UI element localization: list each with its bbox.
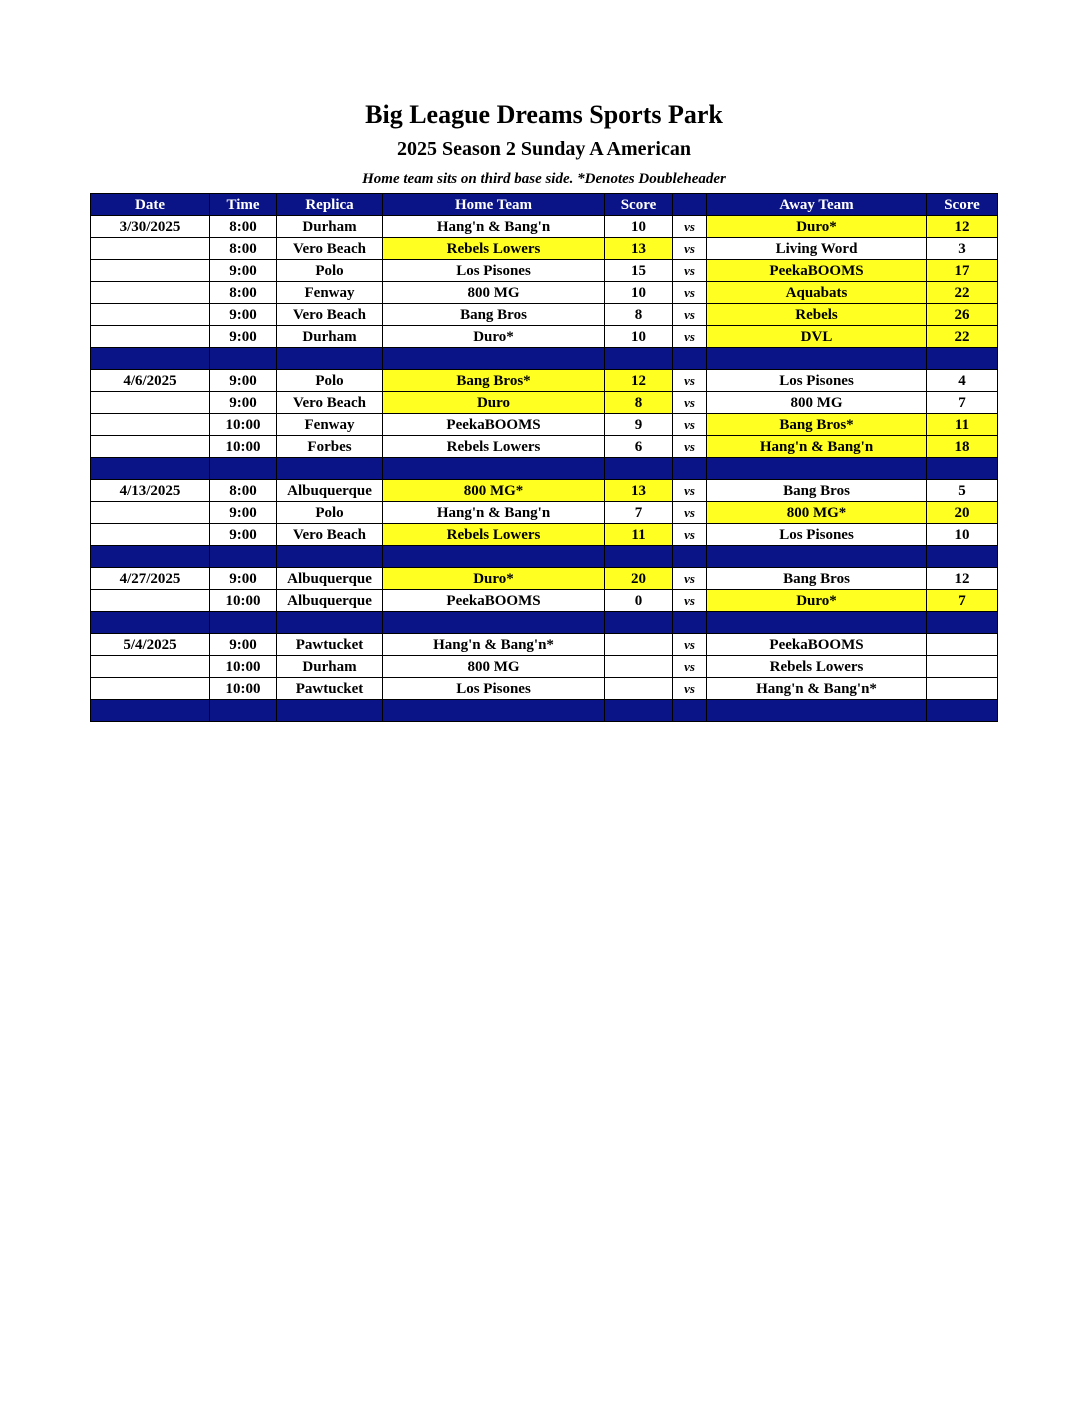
field-replica: Durham [277, 216, 383, 238]
game-row [91, 524, 998, 546]
col-header-away-team: Away Team [707, 194, 927, 216]
away-score: 7 [927, 392, 998, 414]
separator-cell [91, 546, 210, 568]
away-score: 20 [927, 502, 998, 524]
versus-label: vs [673, 678, 707, 700]
home-team: Duro* [383, 326, 605, 348]
game-date: 4/13/2025 [91, 480, 210, 502]
game-row [91, 260, 998, 282]
game-time: 8:00 [210, 216, 277, 238]
game-time: 9:00 [210, 392, 277, 414]
home-team: 800 MG [383, 282, 605, 304]
away-score: 22 [927, 326, 998, 348]
game-row [91, 634, 998, 656]
game-date [91, 502, 210, 524]
home-team: Rebels Lowers [383, 436, 605, 458]
home-score: 8 [605, 304, 673, 326]
home-score: 10 [605, 282, 673, 304]
away-team: PeekaBOOMS [707, 634, 927, 656]
away-score: 7 [927, 590, 998, 612]
separator-cell [91, 700, 210, 722]
game-date [91, 304, 210, 326]
field-replica: Fenway [277, 414, 383, 436]
field-replica: Vero Beach [277, 392, 383, 414]
away-score: 5 [927, 480, 998, 502]
col-header-replica: Replica [277, 194, 383, 216]
home-team: Rebels Lowers [383, 238, 605, 260]
separator-cell [673, 348, 707, 370]
game-time: 9:00 [210, 304, 277, 326]
separator-cell [605, 700, 673, 722]
separator-cell [927, 612, 998, 634]
home-team: Duro* [383, 568, 605, 590]
game-date [91, 260, 210, 282]
home-score: 11 [605, 524, 673, 546]
away-score [927, 656, 998, 678]
game-time: 9:00 [210, 370, 277, 392]
away-score: 11 [927, 414, 998, 436]
col-header-home-score: Score [605, 194, 673, 216]
home-team: 800 MG* [383, 480, 605, 502]
game-time: 8:00 [210, 480, 277, 502]
versus-label: vs [673, 436, 707, 458]
home-team: Bang Bros* [383, 370, 605, 392]
versus-label: vs [673, 414, 707, 436]
separator-cell [673, 700, 707, 722]
game-row [91, 282, 998, 304]
away-score: 3 [927, 238, 998, 260]
field-replica: Albuquerque [277, 590, 383, 612]
home-team: Hang'n & Bang'n [383, 216, 605, 238]
home-score: 13 [605, 238, 673, 260]
away-score: 18 [927, 436, 998, 458]
separator-cell [383, 546, 605, 568]
date-separator-row [91, 700, 998, 722]
separator-cell [210, 612, 277, 634]
separator-cell [210, 546, 277, 568]
home-score: 8 [605, 392, 673, 414]
separator-cell [383, 612, 605, 634]
game-row [91, 238, 998, 260]
away-score [927, 634, 998, 656]
field-replica: Polo [277, 260, 383, 282]
away-team: Bang Bros [707, 480, 927, 502]
home-team: Duro [383, 392, 605, 414]
versus-label: vs [673, 502, 707, 524]
versus-label: vs [673, 656, 707, 678]
away-score: 22 [927, 282, 998, 304]
game-date [91, 414, 210, 436]
field-replica: Vero Beach [277, 238, 383, 260]
separator-cell [707, 458, 927, 480]
game-date: 5/4/2025 [91, 634, 210, 656]
separator-cell [673, 546, 707, 568]
page-title: Big League Dreams Sports Park [365, 100, 723, 129]
home-team: 800 MG [383, 656, 605, 678]
separator-cell [277, 612, 383, 634]
game-date [91, 436, 210, 458]
versus-label: vs [673, 590, 707, 612]
date-separator-row [91, 348, 998, 370]
game-time: 9:00 [210, 502, 277, 524]
away-team: Rebels [707, 304, 927, 326]
home-team: Rebels Lowers [383, 524, 605, 546]
game-row [91, 656, 998, 678]
home-score: 15 [605, 260, 673, 282]
separator-cell [91, 458, 210, 480]
away-team: Hang'n & Bang'n* [707, 678, 927, 700]
separator-cell [91, 348, 210, 370]
field-replica: Albuquerque [277, 480, 383, 502]
home-score [605, 656, 673, 678]
home-team: Bang Bros [383, 304, 605, 326]
game-time: 9:00 [210, 568, 277, 590]
game-date [91, 524, 210, 546]
schedule-note: Home team sits on third base side. *Denotes Doubleheader [362, 171, 726, 187]
game-row [91, 414, 998, 436]
separator-cell [673, 612, 707, 634]
versus-label: vs [673, 260, 707, 282]
away-team: 800 MG* [707, 502, 927, 524]
home-team: PeekaBOOMS [383, 414, 605, 436]
separator-cell [605, 612, 673, 634]
away-team: Aquabats [707, 282, 927, 304]
separator-cell [277, 700, 383, 722]
separator-cell [927, 546, 998, 568]
versus-label: vs [673, 524, 707, 546]
game-date [91, 326, 210, 348]
game-row [91, 502, 998, 524]
game-row [91, 678, 998, 700]
game-time: 10:00 [210, 590, 277, 612]
away-team: Duro* [707, 216, 927, 238]
game-time: 8:00 [210, 282, 277, 304]
game-date: 4/6/2025 [91, 370, 210, 392]
separator-cell [277, 348, 383, 370]
game-time: 9:00 [210, 524, 277, 546]
game-row [91, 370, 998, 392]
versus-label: vs [673, 392, 707, 414]
col-header-time: Time [210, 194, 277, 216]
game-time: 10:00 [210, 678, 277, 700]
versus-label: vs [673, 282, 707, 304]
header-row [91, 194, 998, 216]
game-date [91, 392, 210, 414]
away-score: 12 [927, 216, 998, 238]
separator-cell [383, 458, 605, 480]
field-replica: Albuquerque [277, 568, 383, 590]
versus-label: vs [673, 634, 707, 656]
separator-cell [605, 546, 673, 568]
field-replica: Durham [277, 656, 383, 678]
away-team: Hang'n & Bang'n [707, 436, 927, 458]
separator-cell [91, 612, 210, 634]
separator-cell [605, 458, 673, 480]
game-row [91, 304, 998, 326]
col-header-home-team: Home Team [383, 194, 605, 216]
date-separator-row [91, 612, 998, 634]
schedule-body [91, 216, 998, 722]
separator-cell [277, 458, 383, 480]
away-team: Bang Bros* [707, 414, 927, 436]
home-score: 9 [605, 414, 673, 436]
separator-cell [383, 700, 605, 722]
schedule-table [90, 193, 998, 722]
home-team: Los Pisones [383, 260, 605, 282]
field-replica: Polo [277, 370, 383, 392]
field-replica: Vero Beach [277, 524, 383, 546]
away-team: Bang Bros [707, 568, 927, 590]
separator-cell [927, 700, 998, 722]
separator-cell [210, 700, 277, 722]
away-team: DVL [707, 326, 927, 348]
col-header-date: Date [91, 194, 210, 216]
game-row [91, 568, 998, 590]
game-time: 9:00 [210, 260, 277, 282]
home-score: 12 [605, 370, 673, 392]
home-team: Hang'n & Bang'n [383, 502, 605, 524]
field-replica: Vero Beach [277, 304, 383, 326]
away-team: Rebels Lowers [707, 656, 927, 678]
versus-label: vs [673, 480, 707, 502]
separator-cell [707, 546, 927, 568]
away-score: 4 [927, 370, 998, 392]
game-time: 9:00 [210, 326, 277, 348]
field-replica: Durham [277, 326, 383, 348]
game-row [91, 326, 998, 348]
away-score: 17 [927, 260, 998, 282]
game-date [91, 238, 210, 260]
field-replica: Forbes [277, 436, 383, 458]
separator-cell [210, 458, 277, 480]
field-replica: Polo [277, 502, 383, 524]
away-team: 800 MG [707, 392, 927, 414]
separator-cell [707, 348, 927, 370]
home-score [605, 678, 673, 700]
home-score: 10 [605, 216, 673, 238]
field-replica: Pawtucket [277, 634, 383, 656]
versus-label: vs [673, 370, 707, 392]
away-team: PeekaBOOMS [707, 260, 927, 282]
game-time: 10:00 [210, 414, 277, 436]
away-team: Duro* [707, 590, 927, 612]
away-team: Living Word [707, 238, 927, 260]
separator-cell [707, 612, 927, 634]
field-replica: Fenway [277, 282, 383, 304]
home-score: 6 [605, 436, 673, 458]
home-score: 10 [605, 326, 673, 348]
home-score: 20 [605, 568, 673, 590]
col-header-vs [673, 194, 707, 216]
versus-label: vs [673, 238, 707, 260]
home-team: Los Pisones [383, 678, 605, 700]
versus-label: vs [673, 326, 707, 348]
home-team: Hang'n & Bang'n* [383, 634, 605, 656]
away-team: Los Pisones [707, 370, 927, 392]
away-score: 10 [927, 524, 998, 546]
season-subtitle: 2025 Season 2 Sunday A American [397, 138, 691, 160]
home-score: 13 [605, 480, 673, 502]
home-score [605, 634, 673, 656]
game-time: 10:00 [210, 436, 277, 458]
game-row [91, 436, 998, 458]
home-team: PeekaBOOMS [383, 590, 605, 612]
home-score: 7 [605, 502, 673, 524]
date-separator-row [91, 546, 998, 568]
game-row [91, 216, 998, 238]
away-score [927, 678, 998, 700]
separator-cell [210, 348, 277, 370]
versus-label: vs [673, 568, 707, 590]
away-score: 12 [927, 568, 998, 590]
game-date: 3/30/2025 [91, 216, 210, 238]
home-score: 0 [605, 590, 673, 612]
game-date [91, 282, 210, 304]
field-replica: Pawtucket [277, 678, 383, 700]
game-row [91, 590, 998, 612]
game-time: 10:00 [210, 656, 277, 678]
separator-cell [927, 348, 998, 370]
separator-cell [673, 458, 707, 480]
game-row [91, 480, 998, 502]
game-date [91, 656, 210, 678]
game-date [91, 678, 210, 700]
separator-cell [927, 458, 998, 480]
game-date [91, 590, 210, 612]
game-time: 9:00 [210, 634, 277, 656]
separator-cell [707, 700, 927, 722]
col-header-away-score: Score [927, 194, 998, 216]
game-time: 8:00 [210, 238, 277, 260]
separator-cell [383, 348, 605, 370]
separator-cell [605, 348, 673, 370]
versus-label: vs [673, 216, 707, 238]
versus-label: vs [673, 304, 707, 326]
game-date: 4/27/2025 [91, 568, 210, 590]
separator-cell [277, 546, 383, 568]
away-team: Los Pisones [707, 524, 927, 546]
date-separator-row [91, 458, 998, 480]
game-row [91, 392, 998, 414]
away-score: 26 [927, 304, 998, 326]
